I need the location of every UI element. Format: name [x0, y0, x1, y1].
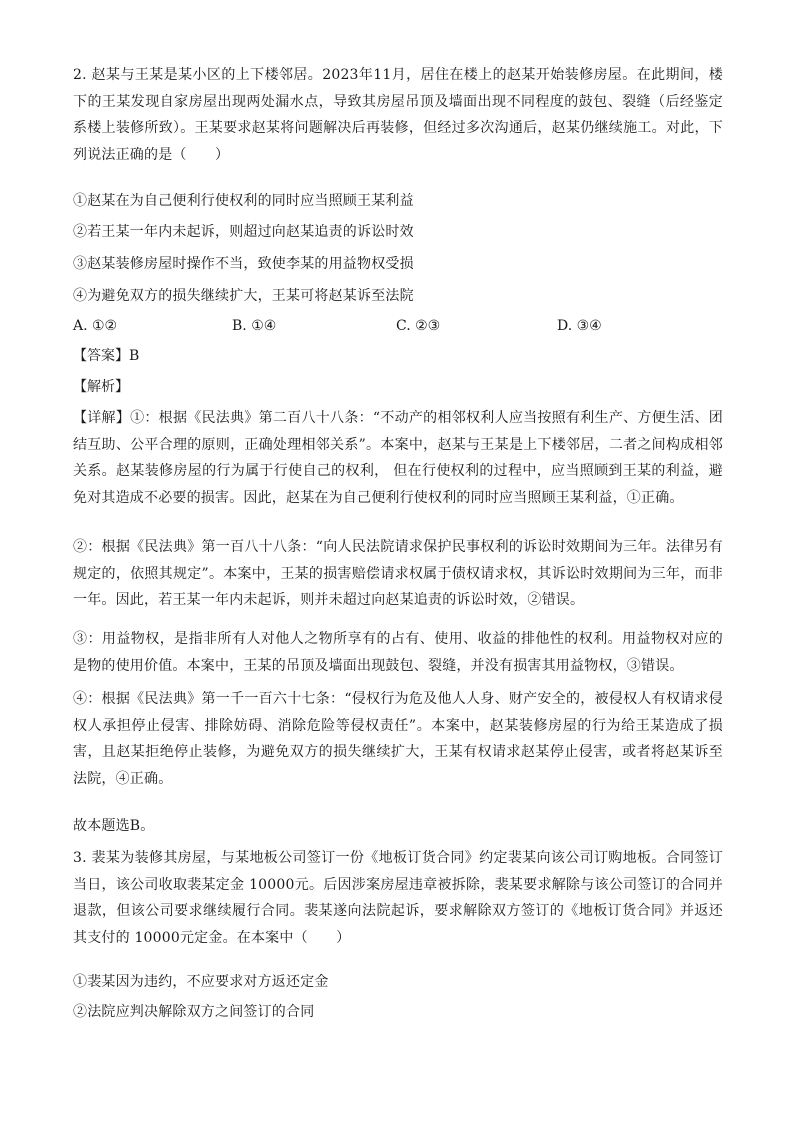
q2-option-a: A. ①②: [73, 318, 118, 334]
q2-option-c: C. ②③: [396, 318, 441, 334]
q2-answer: 【答案】B: [73, 348, 140, 364]
q2-stem: 2. 赵某与王某是某小区的上下楼邻居。2023年11月，居住在楼上的赵某开始装修房屋。在此期间，楼下的王某发现自家房屋出现两处漏水点，导致其房屋吊顶及墙面出现不同程度的鼓包、裂缝（后经鉴定系楼上装修所致）。王某要求赵某将问题解决后再装修，但经过多次沟通后，赵某仍继续施工。对此，下列说法正确的是（ ）: [73, 67, 723, 163]
q2-statement-4: ④为避免双方的损失继续扩大，王某可将赵某诉至法院: [73, 288, 414, 304]
q3-statement-1: ①裴某因为违约，不应要求对方返还定金: [73, 974, 329, 990]
q2-option-b: B. ①④: [232, 318, 277, 334]
q2-option-d: D. ③④: [557, 318, 602, 334]
q2-conclusion: 故本题选B。: [73, 818, 155, 834]
q2-analysis-label: 【解析】: [73, 379, 129, 395]
q2-statement-2: ②若王某一年内未起诉，则超过向赵某追责的诉讼时效: [73, 224, 414, 240]
q3-stem: 3. 裴某为装修其房屋，与某地板公司签订一份《地板订货合同》约定裴某向该公司订购地板。合同签订当日，该公司收取裴某定金 10000元。后因涉案房屋违章被拆除，裴某要求解除与该公司签订的合同并退款，但该公司要求继续履行合同。裴某遂向法院起诉，要求解除双方签订的《地板订货合同》并返还其支付的 10000元定金。在本案中（ ）: [73, 850, 723, 946]
q2-detail-1: 【详解】①：根据《民法典》第二百八十八条：“不动产的相邻权利人应当按照有利生产、方便生活、团结互助、公平合理的原则，正确处理相邻关系”。本案中，赵某与王某是上下楼邻居，二者之间构成相邻关系。赵某装修房屋的行为属于行使自己的权利， 但在行使权利的过程中，应当照顾到王某的利益，避免对其造成不必要的损害。因此，赵某在为自己便利行使权利的同时应当照顾王某利益，①正确。: [73, 410, 723, 506]
q3-statement-2: ②法院应判决解除双方之间签订的合同: [73, 1004, 315, 1020]
q2-statement-1: ①赵某在为自己便利行使权利的同时应当照顾王某利益: [73, 193, 414, 209]
q2-statement-3: ③赵某装修房屋时操作不当，致使李某的用益物权受损: [73, 256, 414, 272]
q2-detail-2: ②：根据《民法典》第一百八十八条：“向人民法院请求保护民事权利的诉讼时效期间为三年。法律另有规定的，依照其规定”。本案中，王某的损害赔偿请求权属于债权请求权，其诉讼时效期间为三年，而非一年。因此，若王某一年内未起诉，则并未超过向赵某追责的诉讼时效，②错误。: [73, 539, 723, 608]
q2-detail-3: ③：用益物权，是指非所有人对他人之物所享有的占有、使用、收益的排他性的权利。用益物权对应的是物的使用价值。本案中，王某的吊顶及墙面出现鼓包、裂缝，并没有损害其用益物权，③错误。: [73, 631, 723, 674]
q2-detail-4: ④：根据《民法典》第一千一百六十七条：“侵权行为危及他人人身、财产安全的，被侵权人有权请求侵权人承担停止侵害、排除妨碍、消除危险等侵权责任”。本案中，赵某装修房屋的行为给王某造成了损害，且赵某拒绝停止装修，为避免双方的损失继续扩大，王某有权请求赵某停止侵害，或者将赵某诉至法院，④正确。: [73, 691, 723, 787]
